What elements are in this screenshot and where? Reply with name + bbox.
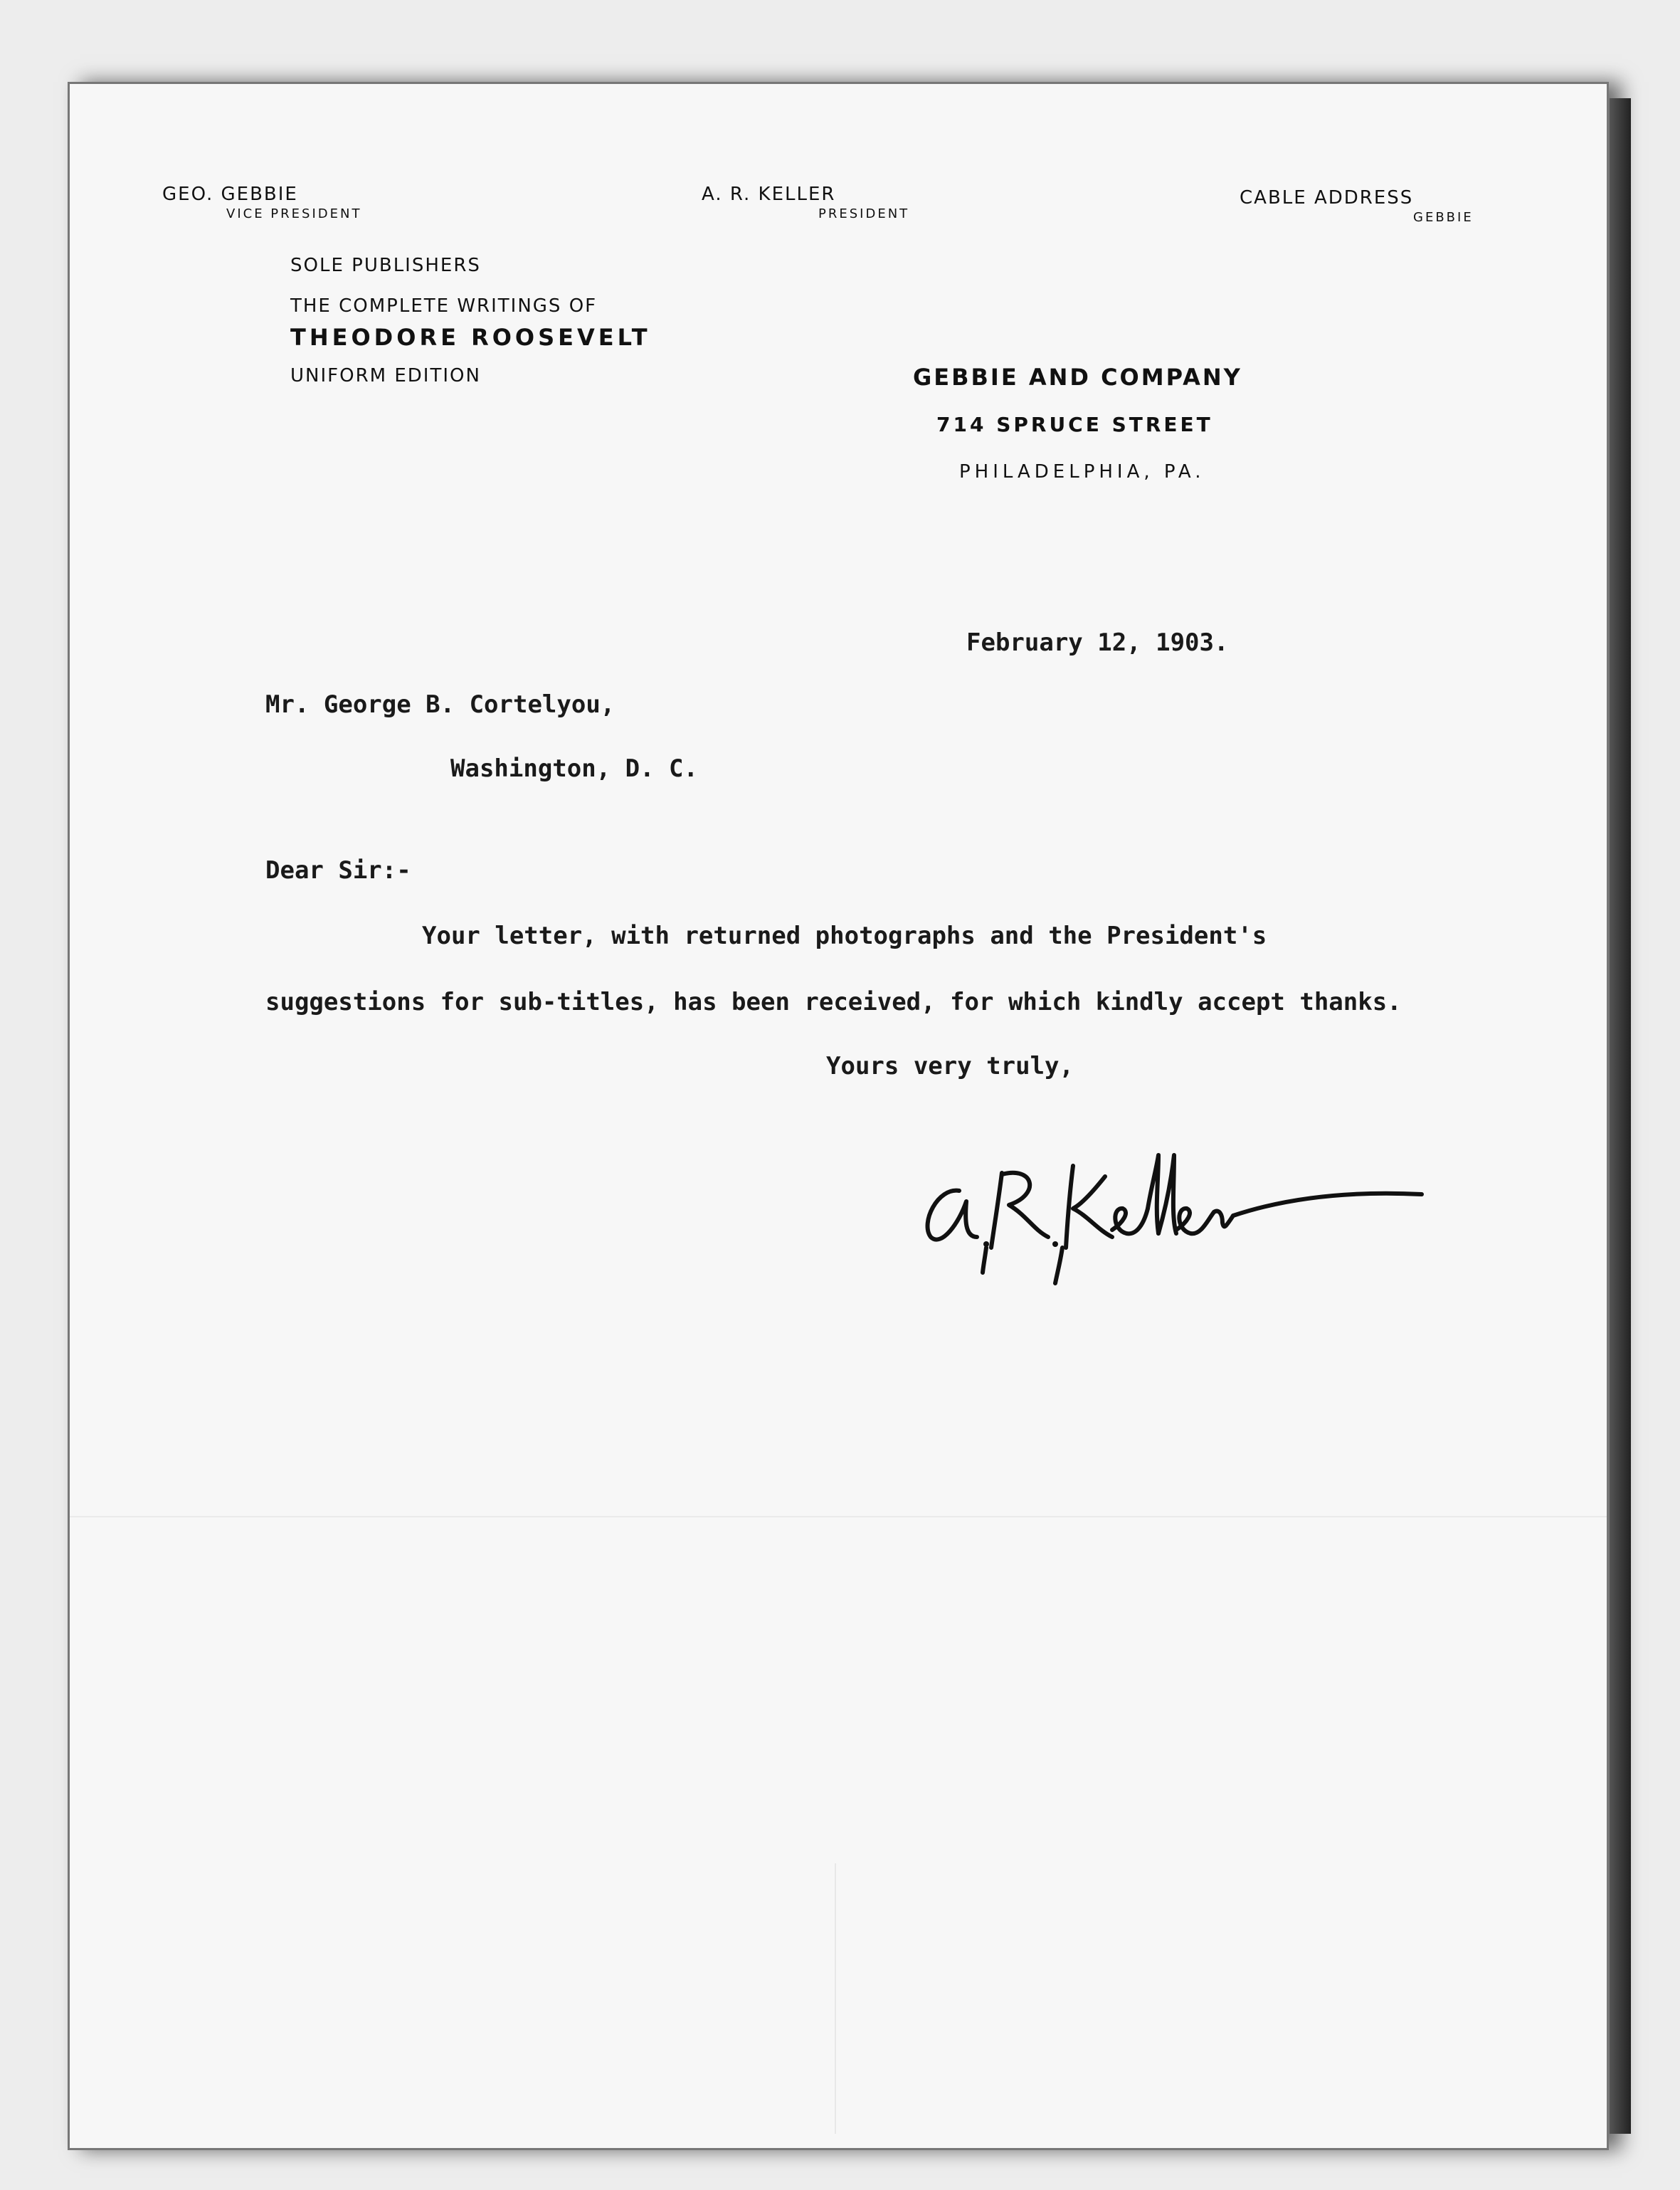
body-line-1: Your letter, with returned photographs and the President's [422, 922, 1267, 950]
complete-writings: THE COMPLETE WRITINGS OF [290, 295, 598, 317]
company-street: 714 SPRUCE STREET [936, 413, 1213, 436]
company-city: PHILADELPHIA, PA. [959, 461, 1205, 483]
president-name: A. R. KELLER [702, 184, 836, 205]
signature [909, 1123, 1450, 1294]
recipient-city: Washington, D. C. [450, 754, 698, 783]
letter-paper [68, 82, 1609, 2150]
vp-name: GEO. GEBBIE [162, 184, 298, 205]
edition: UNIFORM EDITION [290, 365, 481, 386]
author-name: THEODORE ROOSEVELT [290, 324, 651, 351]
closing: Yours very truly, [826, 1052, 1074, 1080]
salutation: Dear Sir:- [265, 856, 411, 885]
body-line-2: suggestions for sub-titles, has been received, for which kindly accept thanks. [265, 988, 1402, 1016]
company-name: GEBBIE AND COMPANY [913, 364, 1242, 391]
recipient-name: Mr. George B. Cortelyou, [265, 690, 616, 719]
fold-crease [70, 1516, 1607, 1517]
letter-date: February 12, 1903. [966, 628, 1229, 657]
paper-edge-shadow [1610, 98, 1631, 2134]
cable-address-label: CABLE ADDRESS [1240, 187, 1414, 209]
sole-publishers: SOLE PUBLISHERS [290, 255, 481, 276]
fold-crease-vertical [835, 1863, 836, 2134]
cable-code: GEBBIE [1413, 210, 1474, 225]
vp-title: VICE PRESIDENT [226, 206, 362, 221]
president-title: PRESIDENT [818, 206, 910, 221]
